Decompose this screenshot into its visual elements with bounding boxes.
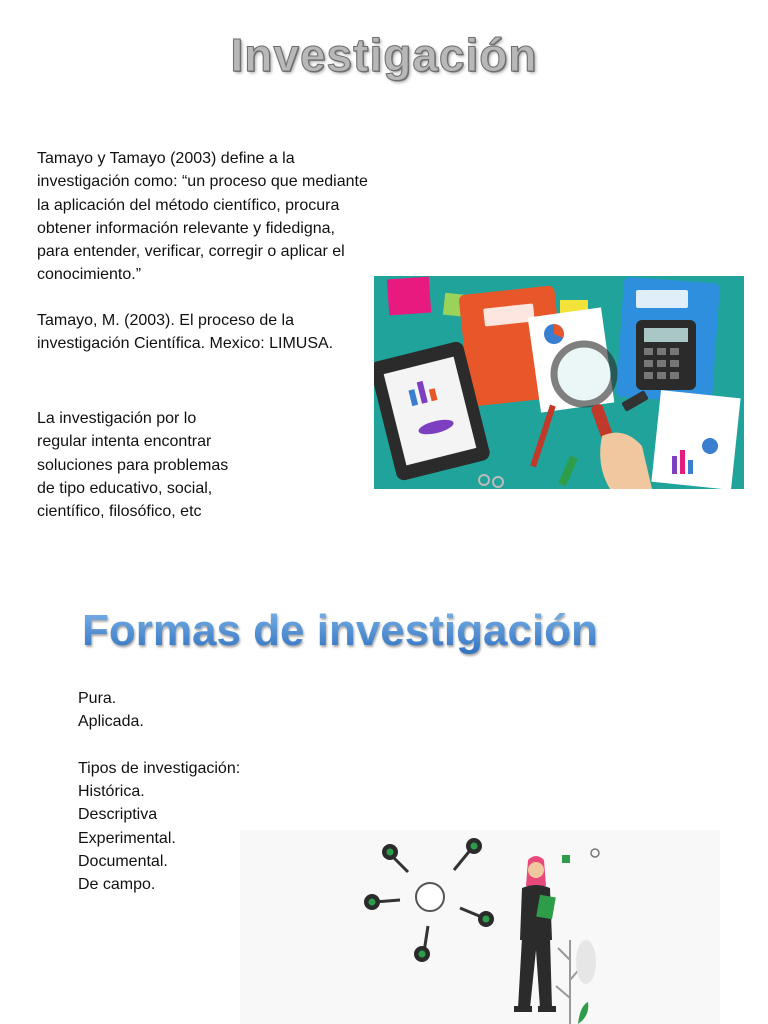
purpose-line: soluciones para problemas	[37, 456, 229, 474]
definition-line: investigación como: “un proceso que mediante	[37, 173, 368, 191]
definition-line: Tamayo y Tamayo (2003) define a la	[37, 150, 295, 167]
research-forms-list	[78, 687, 240, 897]
type-item: Histórica.	[78, 783, 145, 801]
purpose-line: de tipo educativo, social,	[37, 479, 213, 497]
spacer	[78, 734, 240, 757]
definition-line: obtener información relevante y fidedigna,	[37, 219, 335, 237]
form-item: Pura.	[78, 690, 117, 707]
reference-line: Tamayo, M. (2003). El proceso de la	[37, 312, 295, 329]
slide1-title: Investigación	[230, 29, 538, 81]
research-illustration-icon	[374, 276, 744, 489]
types-heading: Tipos de investigación:	[78, 759, 241, 777]
purpose-line: científico, filosófico, etc	[37, 503, 202, 521]
type-item: Experimental.	[78, 829, 176, 847]
definition-line: conocimiento.”	[37, 266, 142, 284]
type-item: Descriptiva	[78, 806, 158, 824]
woman-network-illustration-icon	[240, 830, 720, 1024]
form-item: Aplicada.	[78, 713, 144, 731]
slide2-title: Formas de investigación	[82, 606, 598, 655]
type-item: De campo.	[78, 876, 156, 894]
reference-paragraph	[37, 309, 333, 356]
purpose-paragraph	[37, 407, 228, 523]
definition-paragraph	[37, 147, 368, 287]
type-item: Documental.	[78, 853, 168, 871]
purpose-line: regular intenta encontrar	[37, 433, 212, 451]
purpose-line: La investigación por lo	[37, 410, 197, 427]
definition-line: para entender, verificar, corregir o aplicar el	[37, 243, 345, 261]
reference-line: investigación Científica. Mexico: LIMUSA.	[37, 335, 334, 353]
definition-line: la aplicación del método científico, procura	[37, 196, 340, 214]
